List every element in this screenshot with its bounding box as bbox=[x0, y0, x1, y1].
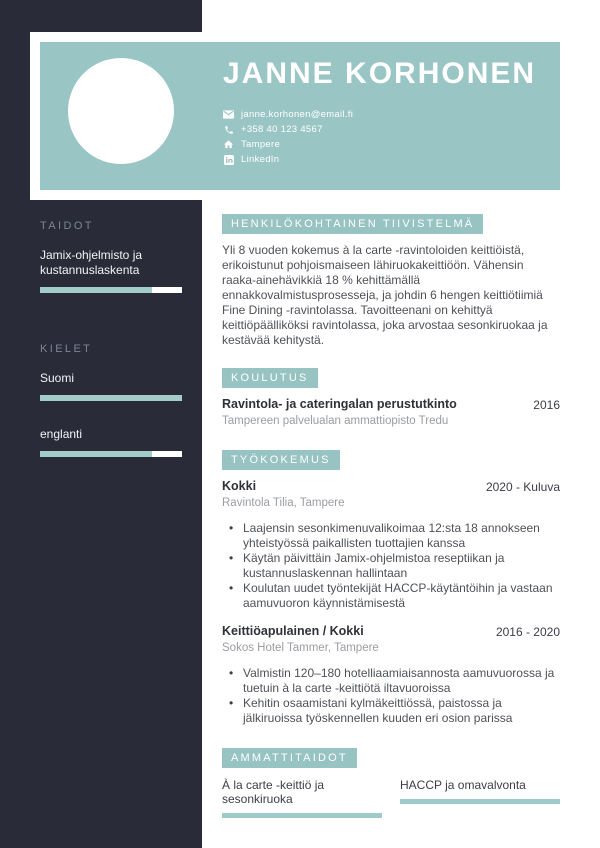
education-item bbox=[222, 397, 560, 428]
profile-photo-placeholder bbox=[68, 58, 174, 164]
contact-phone-row bbox=[223, 124, 553, 135]
professional-skill-label: HACCP ja omavalvonta bbox=[400, 778, 526, 792]
job-bullet-list bbox=[222, 521, 560, 611]
degree-title: Ravintola- ja cateringalan perustutkinto bbox=[222, 397, 457, 411]
header-text bbox=[223, 56, 553, 169]
language-item bbox=[40, 427, 182, 457]
phone-text: +358 40 123 4567 bbox=[241, 124, 323, 135]
contact-list bbox=[223, 109, 553, 165]
sidebar-languages-heading: KIELET bbox=[40, 343, 93, 355]
bullet-item: • Koulutan uudet työntekijät HACCP-käytäntöihin ja vastaan aamuvuoron käynnistämisestä bbox=[222, 581, 560, 611]
education-heading-chip: KOULUTUS bbox=[222, 368, 318, 388]
employer-name: Sokos Hotel Tammer, Tampere bbox=[222, 642, 379, 654]
bullet-item: • Kehitin osaamistani kylmäkeittiössä, paistossa ja jälkiruoissa työskennellen kuuden eri osion parissa bbox=[222, 696, 560, 726]
section-summary bbox=[222, 214, 560, 348]
language-item bbox=[40, 371, 182, 401]
sidebar-skills-heading: TAIDOT bbox=[40, 220, 94, 232]
job-title: Keittiöapulainen / Kokki bbox=[222, 624, 364, 638]
job-title: Kokki bbox=[222, 479, 257, 493]
education-item-head bbox=[222, 397, 560, 412]
linkedin-text: LinkedIn bbox=[241, 154, 280, 165]
professional-skills-heading-chip: AMMATTITAIDOT bbox=[222, 748, 357, 768]
phone-icon bbox=[223, 124, 234, 135]
job-date: 2020 - Kuluva bbox=[485, 480, 560, 494]
language-level-bar bbox=[40, 451, 182, 457]
header-band bbox=[40, 42, 560, 190]
professional-skills-grid bbox=[222, 778, 560, 818]
language-label: englanti bbox=[40, 427, 83, 441]
professional-skill-underline bbox=[222, 813, 382, 818]
summary-heading-chip: HENKILÖKOHTAINEN TIIVISTELMÄ bbox=[222, 214, 483, 234]
summary-text: Yli 8 vuoden kokemus à la carte -ravintoloiden keittiöistä, erikoistunut pohjoismaiseen lähiruokakeittiöön. Vähensin raaka-ainehävikkiä 18 % kehittämällä ennakkovalmistusprosesseja, ja johdin 6 hengen keittiötiimiä Fine Dining -ravintolassa. Tavoitteenani on kehittyä keittiöpäälliköksi ravintolassa, joka arvostaa sesonkiruokaa ja kestävää kehitystä. bbox=[222, 243, 548, 347]
sidebar-spacer bbox=[40, 319, 182, 343]
professional-skill-item bbox=[400, 778, 560, 818]
skill-level-fill bbox=[40, 287, 152, 293]
bullet-item: • Käytän päivittäin Jamix-ohjelmistoa reseptiikan ja kustannuslaskennan hallintaan bbox=[222, 551, 560, 581]
bullet-item: • Valmistin 120–180 hotelliaamiaisannosta aamuvuorossa ja tuetuin à la carte -keittiötä iltavuoroissa bbox=[222, 666, 560, 696]
email-icon bbox=[223, 109, 234, 120]
job-date: 2016 - 2020 bbox=[495, 625, 560, 639]
bullet-item: • Laajensin sesonkimenuvalikoimaa 12:sta 18 annokseen yhteistyössä paikallisten tuottajien kanssa bbox=[222, 521, 560, 551]
main-content bbox=[222, 214, 560, 818]
skill-level-bar bbox=[40, 287, 182, 293]
header bbox=[30, 32, 570, 200]
language-label: Suomi bbox=[40, 371, 75, 385]
experience-item-head bbox=[222, 624, 560, 639]
contact-email-row[interactable] bbox=[223, 109, 553, 120]
section-professional-skills bbox=[222, 748, 560, 818]
job-bullet-list bbox=[222, 666, 560, 726]
skill-item bbox=[40, 248, 182, 293]
contact-location-row bbox=[223, 139, 553, 150]
professional-skill-underline bbox=[400, 799, 560, 804]
education-date: 2016 bbox=[533, 398, 560, 412]
email-text: janne.korhonen@email.fi bbox=[241, 109, 354, 120]
section-education bbox=[222, 368, 560, 428]
school-name: Tampereen palvelualan ammattiopisto Tredu bbox=[222, 415, 449, 427]
person-name: JANNE KORHONEN bbox=[223, 57, 537, 90]
language-level-fill bbox=[40, 395, 182, 401]
skill-label: Jamix-ohjelmisto ja kustannuslaskenta bbox=[40, 248, 143, 277]
experience-item-head bbox=[222, 479, 560, 494]
language-level-bar bbox=[40, 395, 182, 401]
professional-skill-item bbox=[222, 778, 382, 818]
language-level-fill bbox=[40, 451, 152, 457]
employer-name: Ravintola Tilia, Tampere bbox=[222, 497, 345, 509]
experience-heading-chip: TYÖKOKEMUS bbox=[222, 450, 340, 470]
home-icon bbox=[223, 139, 234, 150]
linkedin-icon bbox=[223, 154, 234, 165]
experience-item bbox=[222, 479, 560, 611]
section-experience bbox=[222, 450, 560, 726]
location-text: Tampere bbox=[241, 139, 281, 150]
contact-linkedin-row[interactable] bbox=[223, 154, 553, 165]
professional-skill-label: À la carte -keittiö ja sesonkiruoka bbox=[222, 778, 325, 806]
experience-item bbox=[222, 624, 560, 726]
